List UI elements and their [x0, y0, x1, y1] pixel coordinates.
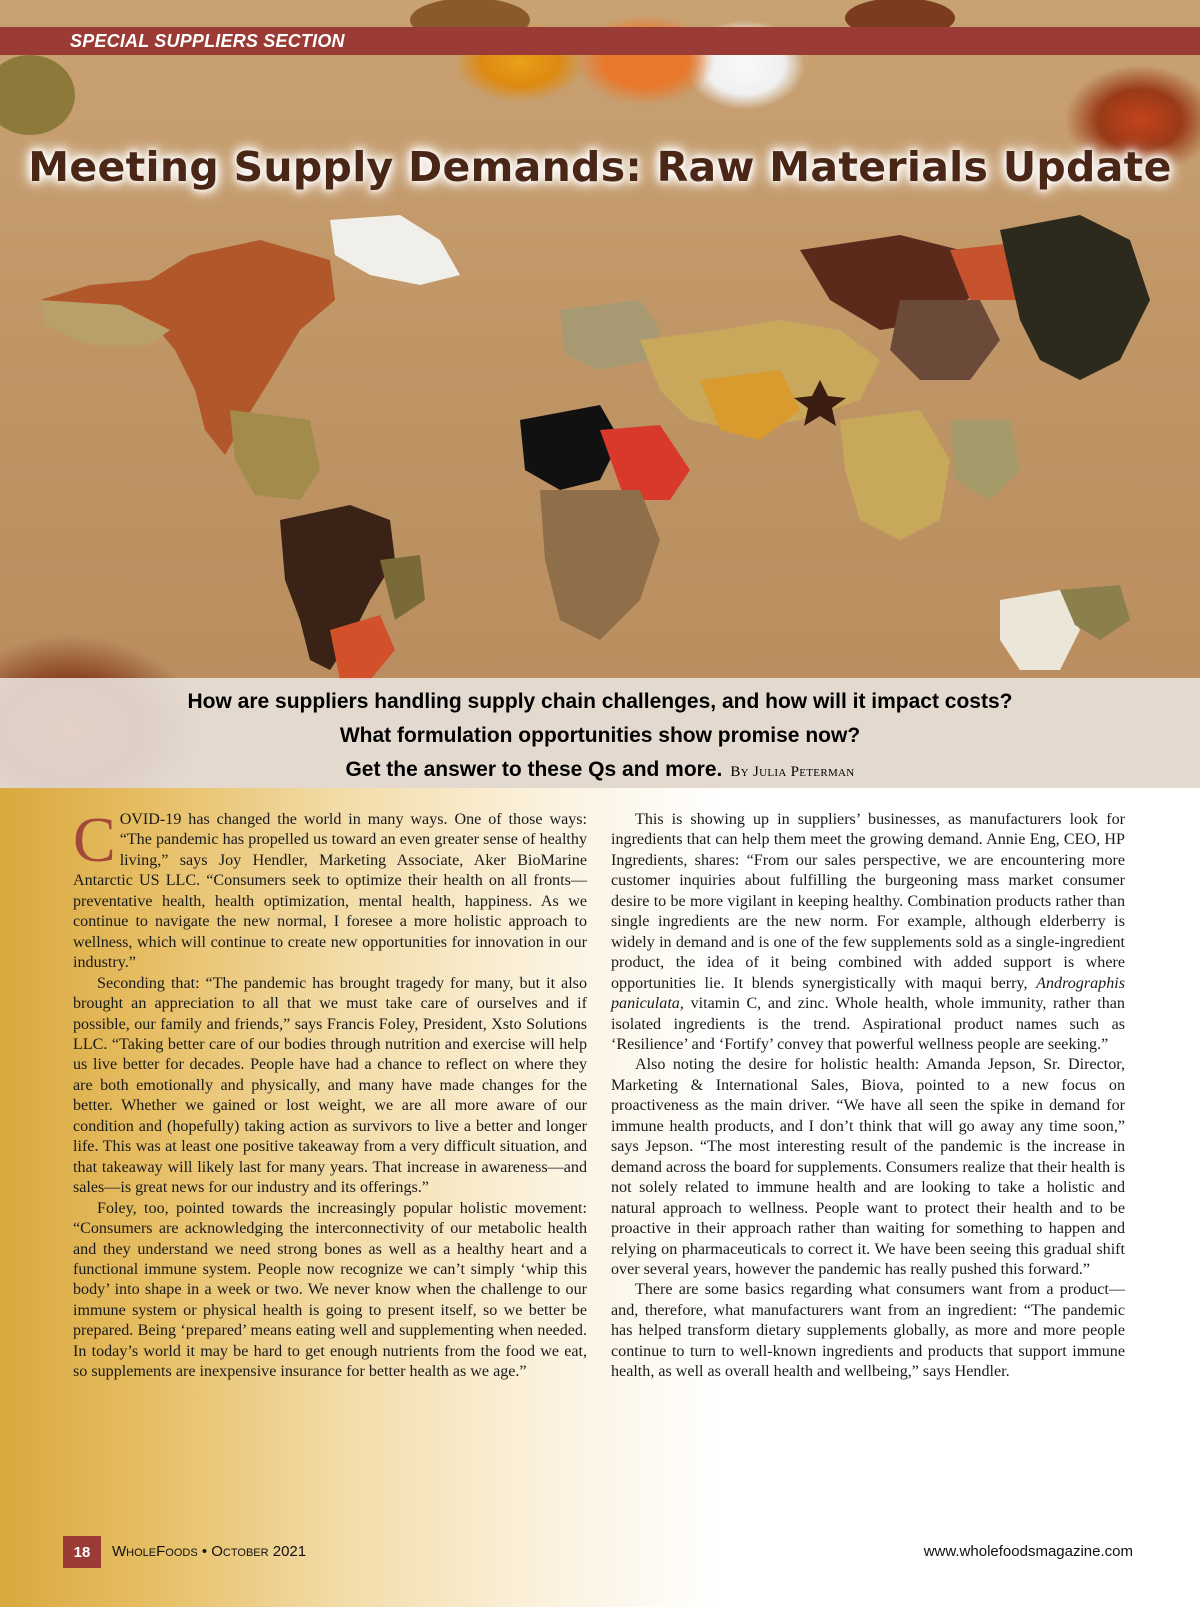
website-url[interactable]: www.wholefoodsmagazine.com: [923, 1543, 1133, 1560]
article-title: Meeting Supply Demands: Raw Materials Update: [28, 143, 1172, 191]
paragraph-text: OVID-19 has changed the world in many ways. One of those ways: “The pandemic has propelled us toward an even greater sense of healthy living,” says Joy Hendler, Marketing Associate, Aker BioMarine Antarctic US LLC. “Consumers seek to optimize their health on all fronts—preventative health, health optimization, mental health, happiness. As we continue to navigate the new normal, I foresee a more holistic approach to wellness, which will continue to create new opportunities for innovation in our industry.”: [73, 811, 587, 972]
subhead-line-2: What formulation opportunities show promise now?: [339, 724, 861, 747]
drop-cap: C: [73, 804, 116, 875]
paragraph-text: This is showing up in suppliers’ businesses, as manufacturers look for ingredients that can help them meet the growing demand. Annie Eng, CEO, HP Ingredients, shares: “From our sales perspective, we are encountering more customer inquiries about fulfilling the burgeoning mass market consumer desire to be more vigilant in keeping healthy. Combination products rather than single ingredients are the new norm. For example, although elderberry is widely in demand and is one of the few supplements sold as a single-ingredient product, the idea of it being combined with added support is where opportunities lie. It blends synergistically with maqui berry,: [611, 811, 1125, 992]
paragraph: [73, 804, 587, 974]
article-column-left: [73, 804, 587, 1383]
hero-image: [0, 0, 1200, 788]
paragraph: Also noting the desire for holistic health: Amanda Jepson, Sr. Director, Marketing & International Sales, Biova, pointed to a new focus on proactiveness as the main driver. “We have all seen the spike in demand for immune health products, and I don’t think that will go away any time soon,” says Jepson. “The most interesting result of the pandemic is the increase in demand across the board for supplements. Consumers realize that their health is not solely related to immune health and are looking to take a holistic and natural approach to wellness. People want to protect their health and to be proactive in their approach rather than waiting for something to happen and relying on pharmaceuticals to correct it. We have been seeing this gradual shift over several years, however the pandemic has really pushed this forward.”: [611, 1056, 1125, 1278]
subhead-line-3-text: Get the answer to these Qs and more.: [345, 758, 723, 781]
paragraph-text: vitamin C, and zinc. Whole health, whole immunity, rather than isolated ingredients is the trend. Aspirational product names such as ‘Resilience’ and ‘Fortify’ convey that powerful wellness people are seeking.”: [611, 995, 1125, 1053]
article-column-right: [611, 810, 1125, 1383]
subhead-band: [0, 678, 1200, 788]
paragraph: [611, 810, 1125, 1055]
subhead-line-3: [0, 758, 1200, 782]
section-banner: [0, 27, 1200, 55]
publication-issue: WholeFoods • October 2021: [112, 1543, 307, 1560]
paragraph: Seconding that: “The pandemic has brought tragedy for many, but it also brought an appreciation to all that we must take care of ourselves and if possible, our family and friends,” says Francis Foley, President, Xsto Solutions LLC. “Taking better care of our bodies through nutrition and exercise will help us live better for decades. People have had a chance to reflect on where they are both emotionally and physically, and many have made changes for the better. Whether we gained or lost weight, we are all more aware of our condition and (hopefully) taking action as survivors to live a better and longer life. This was at least one positive takeaway from a very difficult situation, and that takeaway will likely last for many years. That increase in awareness—and sales—is great news for our industry and its offerings.”: [73, 974, 587, 1197]
byline: By Julia Peterman: [730, 764, 855, 780]
subhead-line-1: How are suppliers handling supply chain challenges, and how will it impact costs?: [187, 690, 1013, 713]
section-label: SPECIAL SUPPLIERS SECTION: [70, 30, 345, 51]
paragraph: There are some basics regarding what consumers want from a product—and, therefore, what manufacturers want from an ingredient: “The pandemic has helped transform dietary supplements globally, as more and more people continue to turn to well-known ingredients and products that support immune health, as well as overall health and wellbeing,” says Hendler.: [611, 1281, 1125, 1381]
italic-species-name: Andrographis paniculata,: [611, 974, 1125, 1013]
spice-world-map-illustration: [0, 0, 1200, 788]
page-footer: [0, 1536, 1200, 1568]
page-number: 18: [63, 1536, 101, 1568]
paragraph: Foley, too, pointed towards the increasingly popular holistic movement: “Consumers are acknowledging the interconnectivity of our metabolic health and they understand we need strong bones as well as a healthy heart and a functional immune system. People now recognize we can’t simply ‘whip this body’ into shape in a week or two. We never know when the challenge to our immune system or physical health is going to present itself, so we better be prepared. Being ‘prepared’ means eating well and supplementing when needed. In today’s world it may be hard to get enough nutrients from the food we eat, so supplements are inexpensive insurance for better health as we age.”: [73, 1199, 587, 1381]
